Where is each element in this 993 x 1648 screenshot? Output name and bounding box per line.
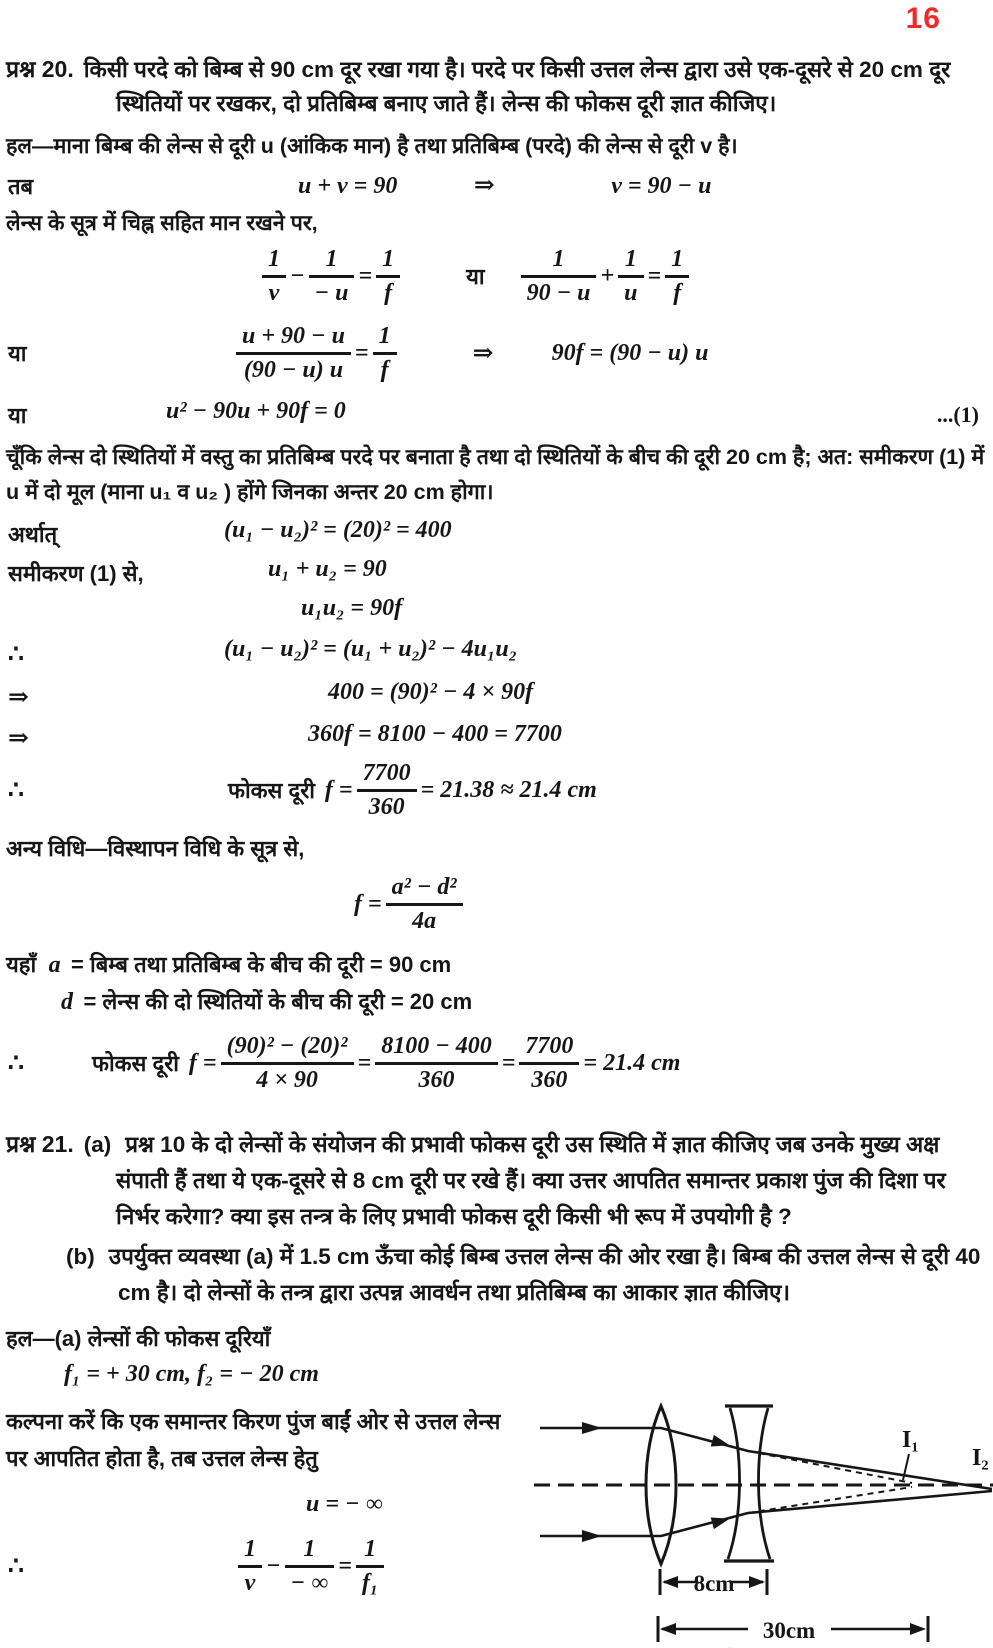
arrowhead-bottom-incoming (582, 1530, 602, 1542)
definition-a-text: = बिम्ब तथा प्रतिबिम्ब के बीच की दूरी = 90 cm (71, 952, 452, 977)
equation-combined: $\frac{u + 90 - u}{(90 - u) u}$ = $\frac{1}{f}$ (232, 323, 401, 383)
dim8-label: 8cm (693, 1571, 735, 1596)
equation-90f: 90f = (90 − u) u (551, 339, 709, 366)
dim8-left-arrowhead (662, 1576, 678, 1588)
implies-arrow: ⇒ (473, 172, 495, 199)
dashed-ray-to-i1-top (748, 1451, 912, 1483)
question-20-text: किसी परदे को बिम्ब से 90 cm दूर रखा गया है। परदे पर किसी उत्तल लेन्स द्वारा उसे एक-दूसरे से 20 cm दूर स्थितियों पर रखकर, दो प्रतिबिम्ब बनाए जाते हैं। लेन्स की फोकस दूरी ज्ञात कीजिए। (83, 57, 951, 116)
solution-21-text-column (6, 1323, 511, 1603)
question-21-part-a-label: (a) (83, 1132, 112, 1157)
equation-sum-roots: u₁ + u₂ = 90 (268, 556, 387, 582)
fraction-8100-400: $\frac{8100 - 400}{360}$ (375, 1033, 498, 1093)
solution-21 (6, 1323, 989, 1643)
question-21 (6, 1126, 987, 1235)
solution-20-paragraph: चूँकि लेन्स दो स्थितियों में वस्तु का प्रतिबिम्ब परदे पर बनाता है तथा दो स्थितियों के बीच की दूरी 20 cm है; अत: समीकरण (1) में u में दो मूल (माना u₁ व u₂ ) होंगे जिनका अन्तर 20 cm होगा। (6, 445, 985, 504)
fraction-7700-360: $\frac{7700}{360}$ (357, 760, 417, 820)
solution-21-intro: हल—(a) लेन्सों की फोकस दूरियाँ (6, 1326, 271, 1351)
definition-d-line (6, 986, 987, 1020)
equation-row-360f (6, 721, 987, 755)
equation-u-plus-v: u + v = 90 (298, 173, 398, 199)
focal-lengths-line (6, 1361, 511, 1395)
image-1-label: I₁ (902, 1427, 919, 1453)
equation-quadratic: u² − 90u + 90f = 0 (166, 398, 346, 424)
question-21-part-b (6, 1239, 987, 1311)
fraction-7700-360: $\frac{7700}{360}$ (519, 1033, 579, 1093)
equation-row-uv (6, 170, 987, 202)
arrowhead-top-incoming (582, 1422, 602, 1434)
equation-row-combined-fraction (6, 318, 987, 388)
variable-a: a (48, 952, 61, 978)
equation-row-displacement-formula (6, 868, 987, 940)
equation-row-u-infinity (6, 1491, 511, 1523)
focus-distance-label: फोकस दूरी (92, 1051, 179, 1076)
variable-d: d (61, 989, 73, 1015)
question-21-label: प्रश्न 21. (6, 1131, 74, 1157)
label-ya: या (8, 341, 27, 366)
fraction-90sq-20sq: $\frac{\text{(90)² − (20)²}}{4 \times 90}$ (221, 1033, 354, 1093)
lens-ray-diagram (506, 1323, 993, 1648)
question-21-part-b-text: उपर्युक्त व्यवस्था (a) में 1.5 cm ऊँचा कोई बिम्ब उत्तल लेन्स की ओर रखा है। बिम्ब की उत्तल लेन्स से दूरी 40 cm है। दो लेन्सों के तन्त्र द्वारा उत्पन्न आवर्धन तथा प्रतिबिम्ब का आकार ज्ञात कीजिए। (108, 1244, 981, 1305)
therefore-symbol: ∴ (8, 1050, 24, 1077)
label-ya-inline: या (466, 264, 485, 289)
final-result-value: = 21.4 cm (583, 1049, 681, 1076)
question-21-part-a-text: प्रश्न 10 के दो लेन्सों के संयोजन की प्रभावी फोकस दूरी उस स्थिति में ज्ञात कीजिए जब उनके मुख्य अक्ष संपाती हैं तथा ये एक-दूसरे से 8 cm दूरी पर रखे हैं। क्या उत्तर आपतित समान्तर प्रकाश पुंज की दिशा पर निर्भर करेगा? क्या इस तन्त्र के लिए प्रभावी फोकस दूरी किसी भी रूप में उपयोगी है ? (116, 1132, 946, 1229)
equation-f-equals: f = (354, 890, 382, 917)
equation-identity: (u₁ − u₂)² = (u₁ + u₂)² − 4u₁u₂ (224, 636, 518, 662)
label-arthat: अर्थात् (8, 522, 58, 547)
implies-symbol: ⇒ (8, 725, 29, 752)
equation-v: v = 90 − u (611, 173, 712, 199)
equation-row-quadratic (6, 398, 987, 432)
dim30-right-arrowhead (910, 1623, 926, 1635)
equation-row-identity (6, 636, 987, 672)
label-tab: तब (8, 174, 34, 199)
equation-row-focus-result (6, 759, 987, 821)
image-2-label: I₂ (972, 1445, 989, 1471)
solution-21-paragraph: कल्पना करें कि एक समान्तर किरण पुंज बाईं ओर से उत्तल लेन्स पर आपतित होता है, तब उत्तल लेन्स हेतु (6, 1409, 501, 1471)
arrowhead-bottom-middle (711, 1513, 731, 1529)
equation-row-sum (6, 556, 987, 590)
figure-9-7 (506, 1323, 993, 1648)
question-21-part-b-label: (b) (66, 1244, 95, 1269)
equation-400: 400 = (90)² − 4 × 90f (328, 679, 534, 705)
here-label: यहाँ (6, 952, 37, 977)
equation-diff-square: (u₁ − u₂)² = (20)² = 400 (224, 517, 452, 543)
equation-lens-formula-substituted: $\frac{1}{90 - u}$ + $\frac{1}{u}$ = $\frac{1}{f}$ (517, 246, 694, 306)
equation-product-roots: u₁u₂ = 90f (301, 595, 403, 621)
implies-arrow: ⇒ (472, 340, 494, 367)
definition-a-line (6, 949, 987, 983)
dim30-left-arrowhead (660, 1623, 676, 1635)
alternate-method-line: अन्य विधि—विस्थापन विधि के सूत्र से, (6, 836, 305, 861)
fraction-a2-d2-4a: $\frac{\text{a² − d²}}{4a}$ (386, 874, 463, 934)
therefore-symbol: ∴ (8, 1553, 24, 1580)
focal-lengths-values: f₁ = + 30 cm, f₂ = − 20 cm (64, 1361, 319, 1387)
implies-symbol: ⇒ (8, 684, 29, 711)
equation-row-400 (6, 679, 987, 715)
definition-d-text: = लेन्स की दो स्थितियों के बीच की दूरी = 20 cm (83, 989, 473, 1014)
equation-row-diff-square (6, 517, 987, 551)
bottom-ray (540, 1491, 992, 1536)
therefore-symbol: ∴ (8, 641, 24, 668)
equation-u-infinity: u = − ∞ (306, 1491, 383, 1517)
solution-20-intro: हल—माना बिम्ब की लेन्स से दूरी u (आंकिक मान) है तथा प्रतिबिम्ब (परदे) की लेन्स से दूरी v है। (6, 134, 738, 158)
lens-formula-line: लेन्स के सूत्र में चिह्न सहित मान रखने पर, (6, 211, 318, 235)
dim30-label: 30cm (762, 1618, 816, 1643)
focus-result-value: = 21.38 ≈ 21.4 cm (420, 776, 597, 803)
question-20-label: प्रश्न 20. (6, 56, 74, 82)
label-from-eq1: समीकरण (1) से, (8, 561, 144, 586)
equation-row-final-result: ∴ फोकस दूरी f = $\frac{\text{(90)² − (20)²}}{4 \times 90}$ = $\frac{8100 - 400}{360}$ = $\frac{7700}{360}$ = 21.4 cm (8, 1033, 681, 1093)
equation-row-product (6, 595, 987, 629)
top-ray (540, 1428, 992, 1489)
equation-row-lens-fractions (6, 242, 987, 310)
equation-number: ...(1) (936, 402, 979, 427)
equation-lens1-formula: $\frac{1}{v}$ − $\frac{1}{- \infty}$ = $\frac{1}{\text{f₁}}$ (234, 1536, 388, 1596)
therefore-symbol: ∴ (8, 777, 24, 804)
question-20 (6, 52, 987, 121)
equation-row-lens1-formula (6, 1529, 511, 1603)
focus-distance-label: फोकस दूरी (228, 778, 315, 803)
equation-360f: 360f = 8100 − 400 = 7700 (308, 721, 562, 747)
dim8-right-arrowhead (749, 1576, 765, 1588)
equation-f-equals: f = (324, 776, 353, 803)
page-number: 16 (905, 2, 941, 35)
equation-lens-formula: $\frac{1}{v}$ − $\frac{1}{- u}$ = $\frac{1}{f}$ (258, 246, 404, 306)
label-ya: या (8, 403, 27, 428)
equation-f-equals: f = (188, 1049, 217, 1076)
arrowhead-top-middle (711, 1435, 731, 1451)
